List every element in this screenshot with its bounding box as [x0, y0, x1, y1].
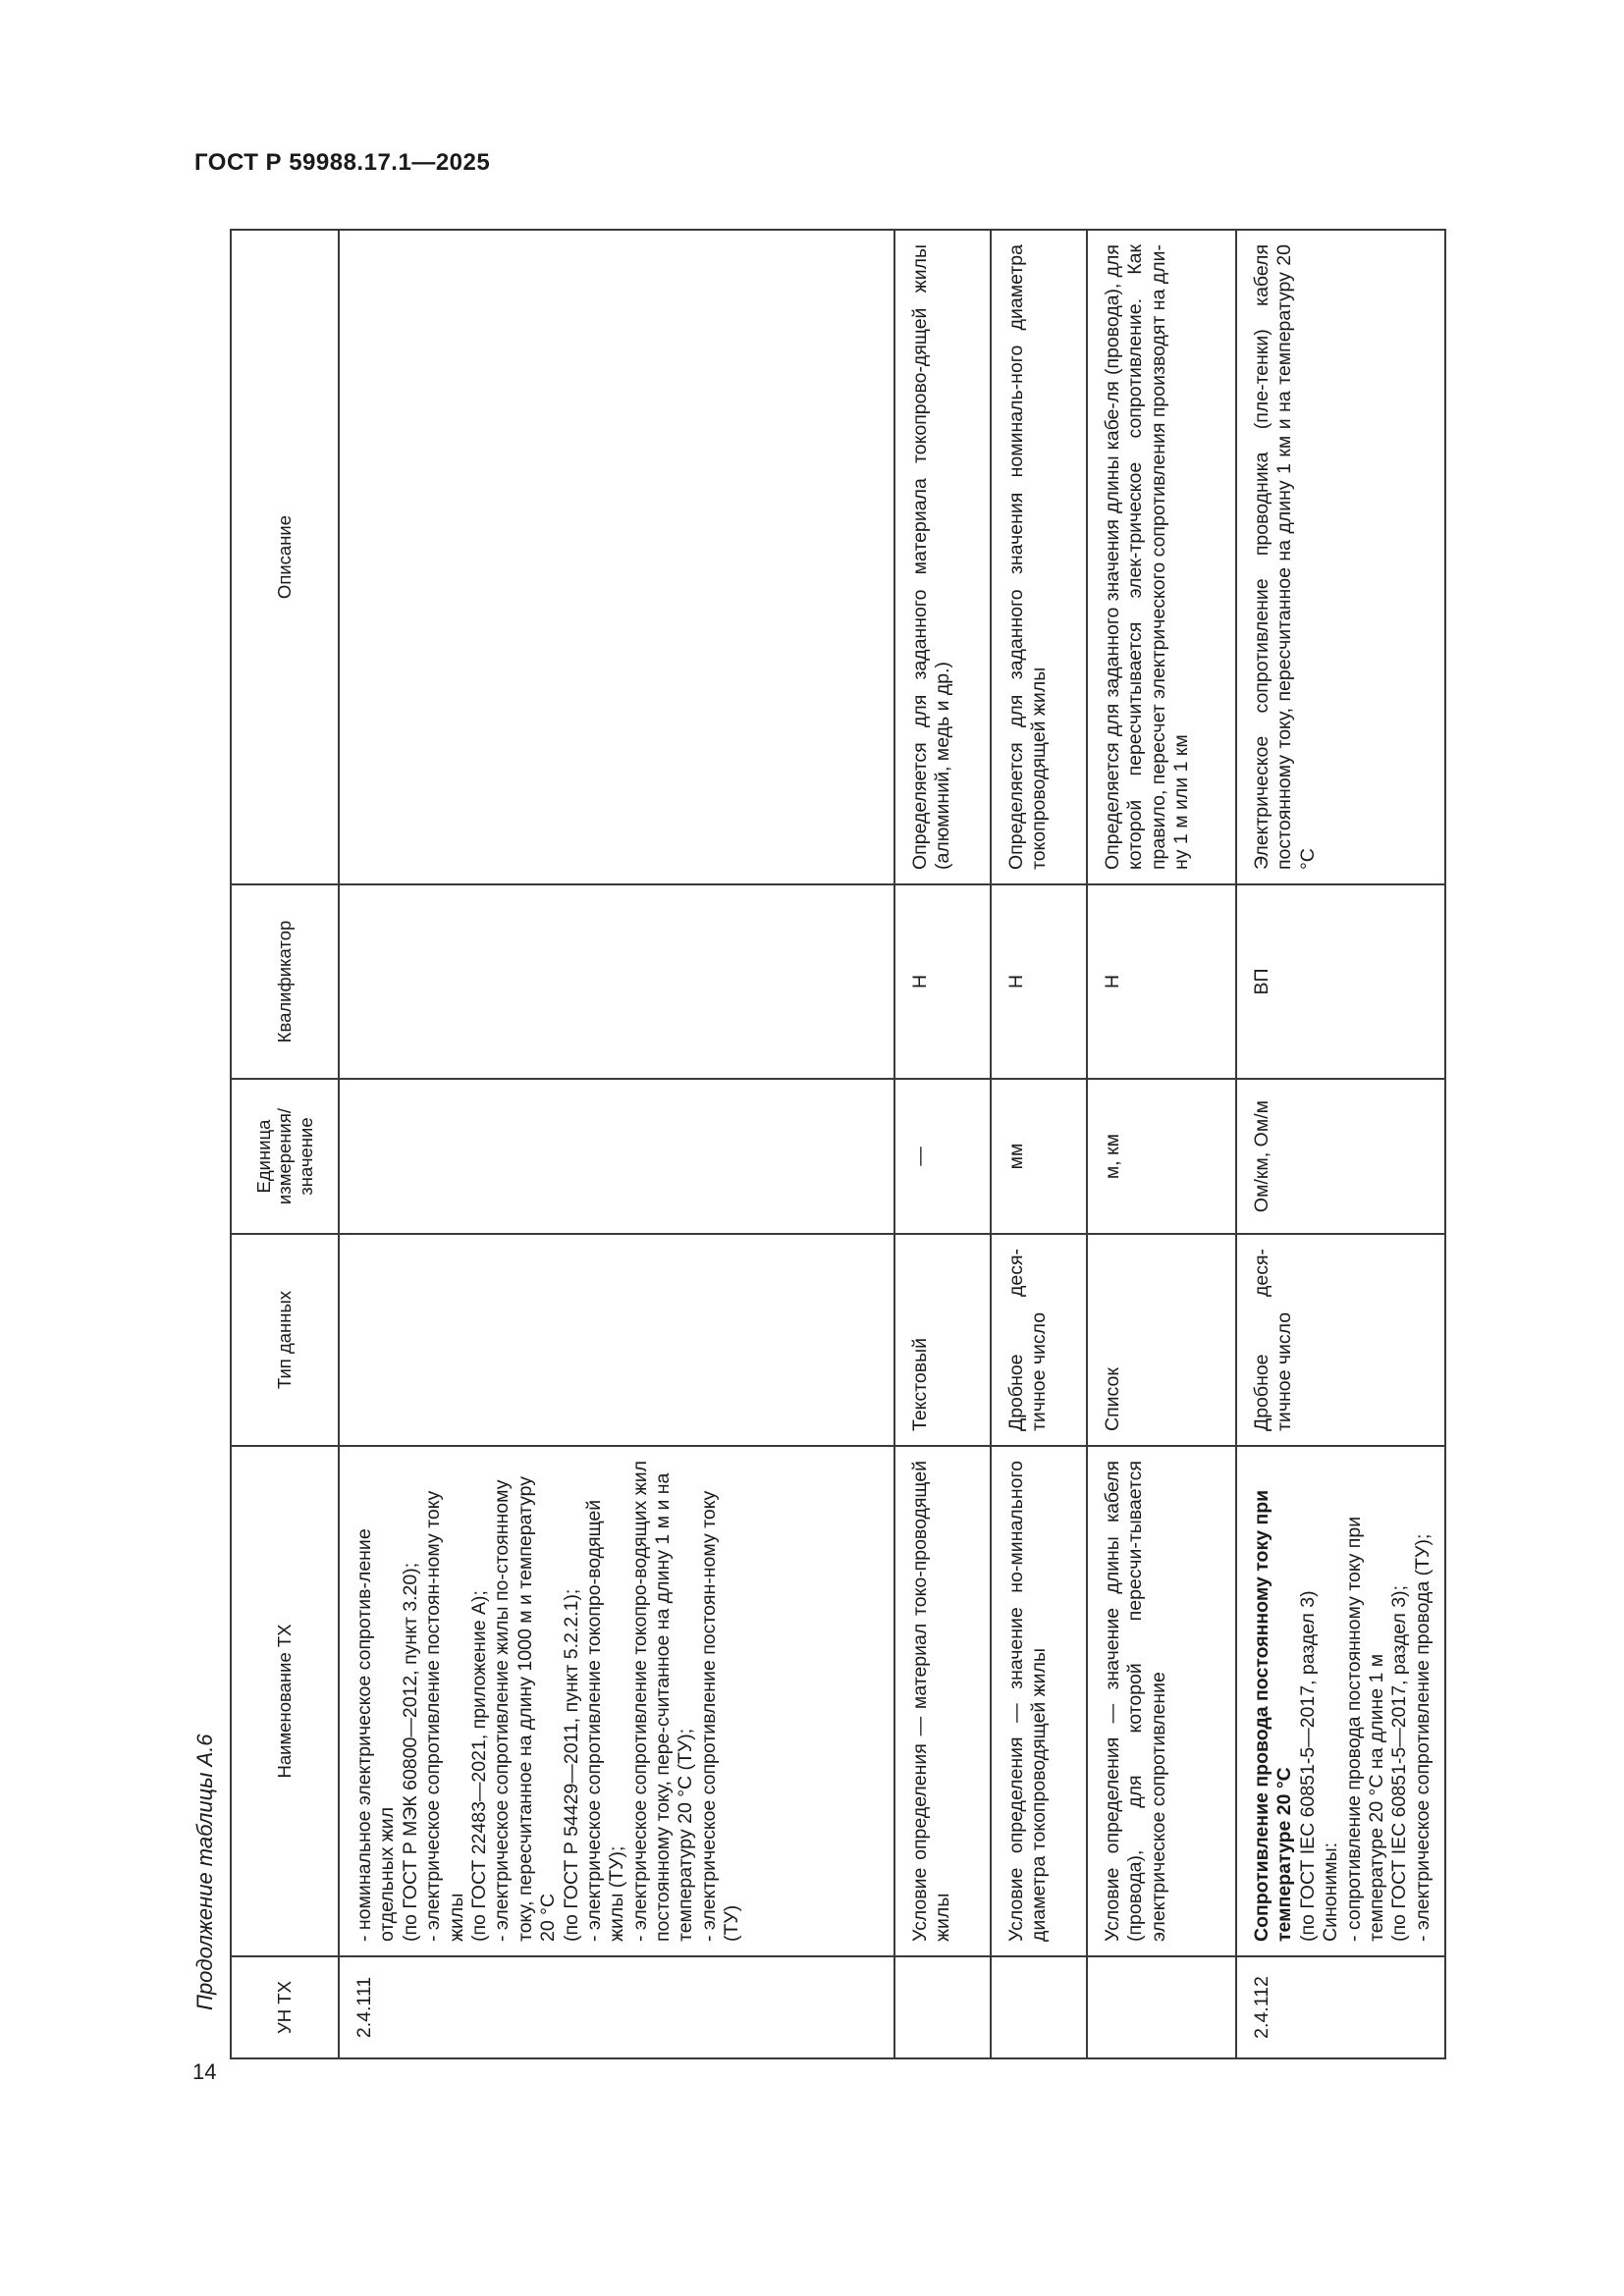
name-line: (по ГОСТ IEC 60851-5—2017, раздел 3) [1296, 1590, 1319, 1942]
cell-name [1236, 1446, 1445, 1956]
cell-type: Дробное деся-тичное число [1236, 1234, 1445, 1446]
cell-type: Текстовый [894, 1234, 991, 1446]
page-number: 14 [192, 2059, 217, 2084]
characteristics-table [230, 229, 1446, 2059]
cell-qualifier [339, 884, 894, 1079]
name-line: - электрическое сопротивление токопро-водящих жил постоянному току, пере-считанное на длину 1 м и на температуру 20 °С (ТУ); [628, 1460, 697, 1942]
name-line: (по ГОСТ IEC 60851-5—2017, раздел 3); [1388, 1584, 1411, 1942]
table-caption: Продолжение таблицы А.6 [192, 1734, 217, 2010]
cell-description: Определяется для заданного значения длины кабе-ля (провода), для которой пересчитывается элек-трическое сопротивление. Как правило, пересчет электрического сопротивления производят на дли-ну 1 м или 1 км [1087, 230, 1236, 884]
cell-unit [339, 1079, 894, 1234]
cell-id: 2.4.111 [339, 1956, 894, 2058]
name-title: Сопротивление провода постоянному току при температуре 20 °С [1251, 1489, 1296, 1942]
cell-id [1087, 1956, 1236, 2058]
cell-type: Дробное деся-тичное число [991, 1234, 1087, 1446]
name-line: - электрическое сопротивление жилы по-стоянному току, пересчитанное на длину 1000 м и температуру 20 °С [491, 1475, 560, 1942]
cell-type: Список [1087, 1234, 1236, 1446]
cell-name: Условие определения — материал токо-проводящей жилы [894, 1446, 991, 1956]
cell-qualifier: Н [991, 884, 1087, 1079]
name-line: (по ГОСТ 22483—2021, приложение А); [467, 1590, 490, 1942]
name-line: - электрическое сопротивление токопро-водящей жилы (ТУ); [582, 1499, 628, 1942]
document-code: ГОСТ Р 59988.17.1—2025 [194, 149, 491, 176]
cell-description [339, 230, 894, 884]
header-type: Тип данных [231, 1234, 339, 1446]
header-unit: Единица измерения/значение [231, 1079, 339, 1234]
cell-type [339, 1234, 894, 1446]
cell-qualifier: Н [894, 884, 991, 1079]
table-row [1087, 230, 1236, 2058]
cell-name: Условие определения — значение но-минального диаметра токопроводящей жилы [991, 1446, 1087, 1956]
cell-unit: — [894, 1079, 991, 1234]
cell-qualifier: ВП [1236, 884, 1445, 1079]
name-line: - сопротивление провода постоянному току при температуре 20 °С на длине 1 м [1342, 1516, 1387, 1942]
cell-unit: Ом/км, Ом/м [1236, 1079, 1445, 1234]
name-line: Синонимы: [1320, 1842, 1342, 1942]
name-line: - электрическое сопротивление постоян-ному току (ТУ) [697, 1490, 743, 1942]
name-line: - электрическое сопротивление провода (ТУ); [1411, 1533, 1434, 1942]
name-line: (по ГОСТ Р 54429—2011, пункт 5.2.2.1); [560, 1588, 582, 1942]
header-description: Описание [231, 230, 339, 884]
cell-id [991, 1956, 1087, 2058]
cell-description: Определяется для заданного материала токопрово-дящей жилы (алюминий, медь и др.) [894, 230, 991, 884]
table-row [991, 230, 1087, 2058]
header-qualifier: Квалификатор [231, 884, 339, 1079]
cell-unit: мм [991, 1079, 1087, 1234]
table-header-row [231, 230, 339, 2058]
header-name: Наименование ТХ [231, 1446, 339, 1956]
header-id: УН ТХ [231, 1956, 339, 2058]
name-line: - электрическое сопротивление постоян-ному току жилы [422, 1490, 467, 1942]
name-line: (по ГОСТ Р МЭК 60800—2012, пункт 3.20); [399, 1562, 421, 1942]
cell-qualifier: Н [1087, 884, 1236, 1079]
rotated-table-container [230, 231, 1500, 2059]
name-line: - номинальное электрическое сопротив-ление отдельных жил [353, 1528, 399, 1942]
table-row [894, 230, 991, 2058]
table-row [1236, 230, 1445, 2058]
cell-id: 2.4.112 [1236, 1956, 1445, 2058]
table-row [339, 230, 894, 2058]
cell-description: Электрическое сопротивление проводника (пле-тенки) кабеля постоянному току, пересчитанное на длину 1 км и на температуру 20 °С [1236, 230, 1445, 884]
cell-name [339, 1446, 894, 1956]
cell-id [894, 1956, 991, 2058]
cell-unit: м, км [1087, 1079, 1236, 1234]
cell-name: Условие определения — значение длины кабеля (провода), для которой пересчи-тывается электрическое сопротивление [1087, 1446, 1236, 1956]
cell-description: Определяется для заданного значения номиналь-ного диаметра токопроводящей жилы [991, 230, 1087, 884]
